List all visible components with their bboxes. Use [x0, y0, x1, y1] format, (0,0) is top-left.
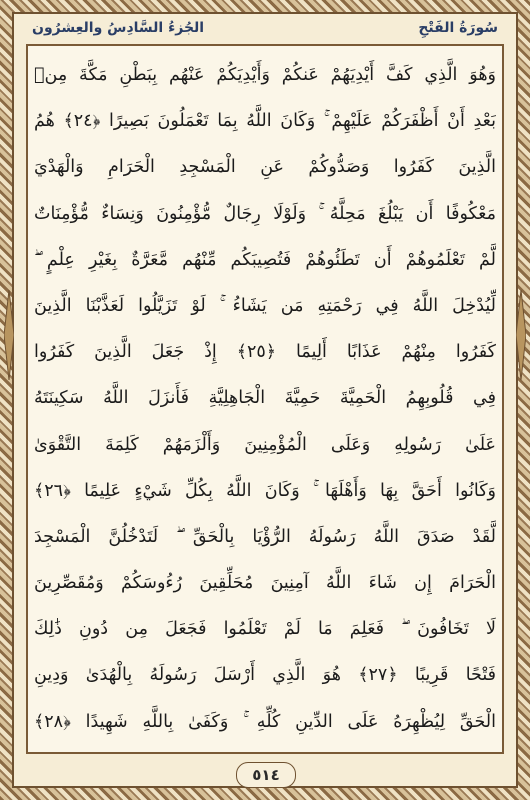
verse-line: الَّذِينَ كَفَرُوا وَصَدُّوكُمْ عَنِ الْمَسْجِدِ الْحَرَامِ وَالْهَدْيَ — [34, 157, 496, 178]
verse-line: وَكَانُوا أَحَقَّ بِهَا وَأَهْلَهَا ۚ وَكَانَ اللَّهُ بِكُلِّ شَيْءٍ عَلِيمًا ﴿٢٦﴾ — [34, 480, 496, 501]
verse-line: الْحَرَامَ إِن شَاءَ اللَّهُ آمِنِينَ مُحَلِّقِينَ رُءُوسَكُمْ وَمُقَصِّرِينَ — [34, 573, 496, 594]
verse-line: لَا تَخَافُونَ ۖ فَعَلِمَ مَا لَمْ تَعْلَمُوا فَجَعَلَ مِن دُونِ ذَٰلِكَ — [34, 619, 496, 640]
verse-line: بَعْدِ أَنْ أَظْفَرَكُمْ عَلَيْهِمْ ۚ وَكَانَ اللَّهُ بِمَا تَعْمَلُونَ بَصِيرًا ﴿٢٤﴾ هُمُ — [34, 111, 496, 132]
verse-line: عَلَىٰ رَسُولِهِ وَعَلَى الْمُؤْمِنِينَ وَأَلْزَمَهُمْ كَلِمَةَ التَّقْوَىٰ — [34, 434, 496, 455]
margin-ornament-right — [516, 290, 526, 380]
verse-line: كَفَرُوا مِنْهُمْ عَذَابًا أَلِيمًا ﴿٢٥﴾ إِذْ جَعَلَ الَّذِينَ كَفَرُوا — [34, 342, 496, 363]
verse-line: فِي قُلُوبِهِمُ الْحَمِيَّةَ حَمِيَّةَ الْجَاهِلِيَّةِ فَأَنزَلَ اللَّهُ سَكِينَتَهُ — [34, 388, 496, 409]
verse-line: لَّمْ تَعْلَمُوهُمْ أَن تَطَئُوهُمْ فَتُصِيبَكُم مِّنْهُم مَّعَرَّةٌ بِغَيْرِ عِلْمٍ ۖ — [34, 249, 496, 270]
verse-line: فَتْحًا قَرِيبًا ﴿٢٧﴾ هُوَ الَّذِي أَرْسَلَ رَسُولَهُ بِالْهُدَىٰ وَدِينِ — [34, 665, 496, 686]
page-header — [26, 16, 504, 40]
page-number: ٥١٤ — [236, 762, 296, 788]
verse-line: مَعْكُوفًا أَن يَبْلُغَ مَحِلَّهُ ۚ وَلَوْلَا رِجَالٌ مُّؤْمِنُونَ وَنِسَاءٌ مُّؤْمِنَاتٌ — [34, 203, 496, 224]
juz-title: الجُزءُ السَّادِسُ والعِشرُون — [32, 20, 205, 36]
verse-line: الْحَقِّ لِيُظْهِرَهُ عَلَى الدِّينِ كُلِّهِ ۚ وَكَفَىٰ بِاللَّهِ شَهِيدًا ﴿٢٨﴾ — [34, 711, 496, 732]
verse-line: لِّيُدْخِلَ اللَّهُ فِي رَحْمَتِهِ مَن يَشَاءُ ۚ لَوْ تَزَيَّلُوا لَعَذَّبْنَا الَّذِينَ — [34, 295, 496, 316]
surah-title: سُورَةُ الفَتْحِ — [418, 20, 498, 36]
page-footer — [0, 762, 530, 788]
margin-ornament-left — [4, 290, 14, 380]
verse-line: وَهُوَ الَّذِي كَفَّ أَيْدِيَهُمْ عَنكُمْ وَأَيْدِيَكُمْ عَنْهُم بِبَطْنِ مَكَّةَ مِنۢ — [34, 65, 496, 85]
verse-line: لَّقَدْ صَدَقَ اللَّهُ رَسُولَهُ الرُّؤْيَا بِالْحَقِّ ۖ لَتَدْخُلُنَّ الْمَسْجِدَ — [34, 526, 496, 547]
verse-lines — [34, 52, 496, 745]
